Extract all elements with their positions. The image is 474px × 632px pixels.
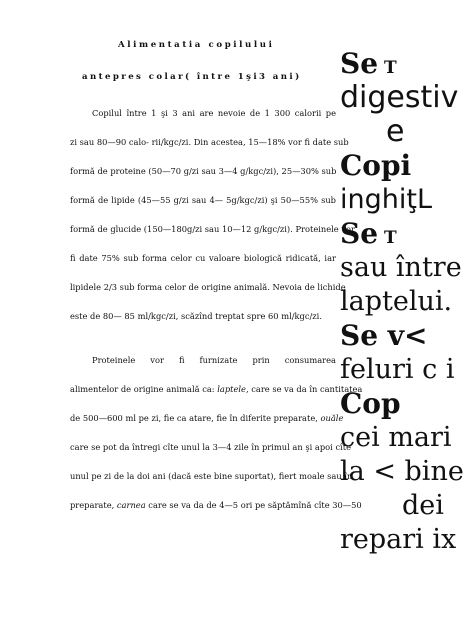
paragraph-line: Copilul între 1 şi 3 ani are nevoie de 1 300 calorii pe [92, 108, 336, 118]
overlay-line: la < bine [340, 456, 464, 487]
overlay-line: inghiţL [340, 184, 432, 215]
overlay-line: laptelui. [340, 286, 453, 317]
paragraph-line: formă de proteine (50—70 g/zi sau 3—4 g/kgc/zi), 25—30% sub [70, 166, 337, 176]
overlay-line: dei [402, 490, 444, 521]
paragraph-line: alimentelor de origine animală ca: laptele, care se va da în cantitatea [70, 384, 363, 394]
overlay-line: repari ix [340, 524, 457, 555]
paragraph-line: care se pot da întregi cîte unul la 3—4 zile în primul an şi apoi cîte [70, 442, 351, 452]
article-subtitle: antepres colar( între 1şi3 ani) [82, 72, 302, 82]
emphasis-text: laptele [217, 384, 246, 394]
overlay-line: Cop [340, 387, 401, 420]
paragraph-line: de 500—600 ml pe zi, fie ca atare, fie în diferite preparate, ouăle [70, 413, 344, 423]
paragraph-line: zi sau 80—90 calo- rii/kgc/zi. Din acestea, 15—18% vor fi date sub [70, 137, 349, 147]
overlay-line: digestiv [340, 80, 459, 115]
paragraph-line: preparate, carnea care se va da de 4—5 ori pe săptămînă cîte 30—50 [70, 500, 362, 510]
overlay-line: e [386, 114, 405, 149]
paragraph-line: unul pe zi de la doi ani (dacă este bine suportat), fiert moale sau în [70, 471, 353, 481]
paragraph-line: lipidele 2/3 sub forma celor de origine animală. Nevoia de lichide [70, 282, 346, 292]
overlay-line: sau între [340, 252, 462, 283]
paragraph-line: este de 80— 85 ml/kgc/zi, scăzînd treptat spre 60 ml/kgc/zi. [70, 311, 322, 321]
emphasis-text: carnea [116, 500, 146, 510]
paragraph-line: formă de lipide (45—55 g/zi sau 4— 5g/kgc/zi) şi 50—55% sub [70, 195, 336, 205]
paragraph-line: formă de glucide (150—180g/zi sau 10—12 g/kgc/zi). Proteinele vor [70, 224, 355, 234]
article-title: Alimentatia copilului [118, 40, 275, 50]
overlay-line: Copi [340, 149, 412, 182]
overlay-line: Se T [340, 217, 397, 250]
emphasis-text: ouăle [320, 413, 344, 423]
overlay-line: Se v< [340, 319, 428, 352]
paragraph-line: fi date 75% sub forma celor cu valoare biologică ridicată, iar [70, 253, 336, 263]
overlay-line: Se T [340, 47, 397, 80]
overlay-line: feluri c i [340, 354, 455, 385]
paragraph-line: Proteinele vor fi furnizate prin consumarea [92, 355, 336, 365]
overlay-line: cei mari [340, 422, 452, 453]
